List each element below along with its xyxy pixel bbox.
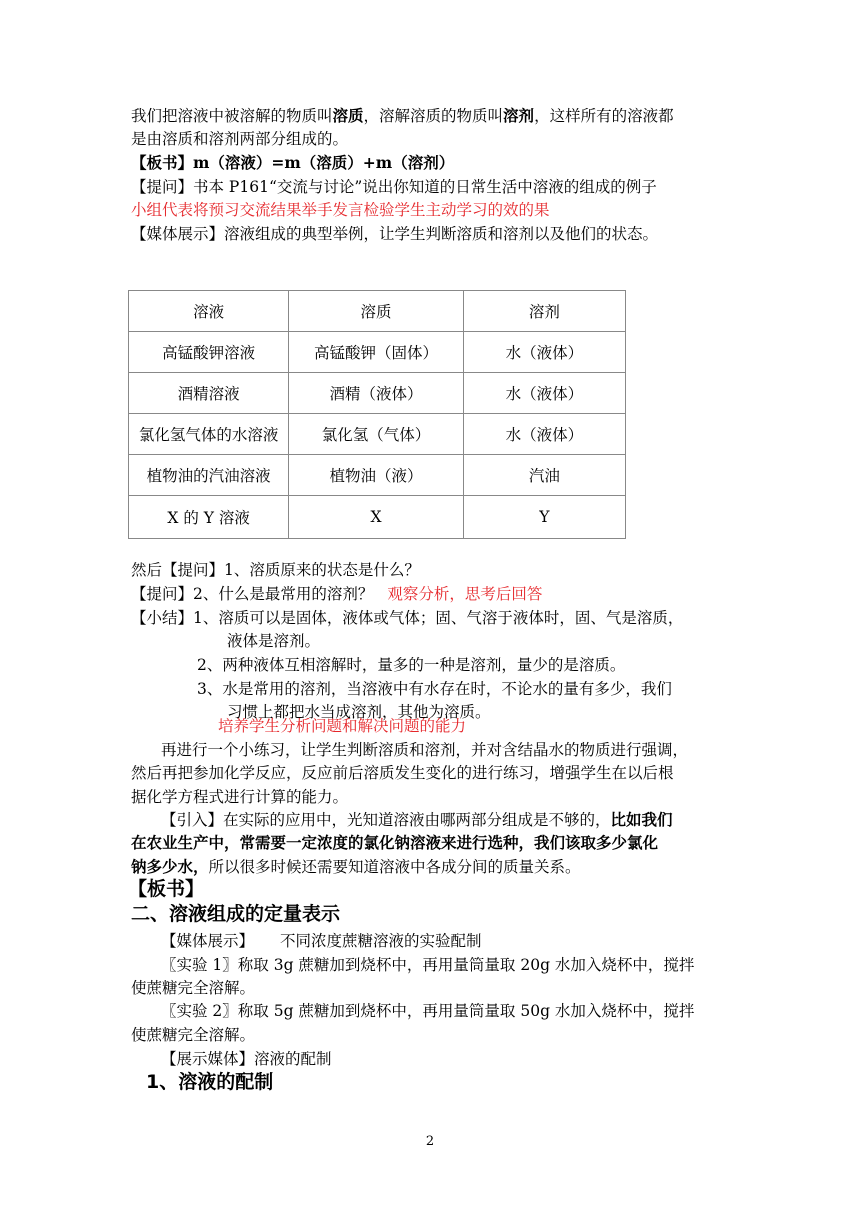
solution-composition-table <box>128 290 626 539</box>
media-display-preparation: 【展示媒体】溶液的配制 <box>161 1050 332 1068</box>
red-note-group-report: 小组代表将预习交流结果举手发言检验学生主动学习的效的果 <box>131 201 550 219</box>
section-heading-quantitative: 二、溶液组成的定量表示 <box>131 903 341 925</box>
cell-solution: 植物油的汽油溶液 <box>129 455 289 496</box>
introduction-line1 <box>161 810 673 830</box>
practice-paragraph-line3: 据化学方程式进行计算的能力。 <box>131 788 349 806</box>
text: 【引入】在实际的应用中，光知道溶液由哪两部分组成是不够的， <box>161 811 611 829</box>
board-note-heading: 【板书】 <box>128 878 205 900</box>
text: 【媒体展示】 <box>161 932 255 950</box>
cell-solvent: 水（液体） <box>463 373 625 414</box>
experiment-2-line1: 〖实验 2〗称取 5g 蔗糖加到烧杯中，再用量筒量取 50g 水加入烧杯中，搅拌 <box>161 1002 695 1020</box>
paragraph-solute-solvent-line2: 是由溶质和溶剂两部分组成的。 <box>131 130 349 148</box>
introduction-line3 <box>131 857 581 877</box>
introduction-line2: 在农业生产中，常需要一定浓度的氯化钠溶液来进行选种，我们该取多少氯化 <box>131 833 659 852</box>
cell-solvent: 水（液体） <box>463 332 625 373</box>
text: ，溶解溶质的物质叫 <box>363 107 504 125</box>
summary-1b: 液体是溶剂。 <box>227 632 321 650</box>
cell-solvent: 汽油 <box>463 455 625 496</box>
cell-solution: X 的 Y 溶液 <box>129 496 289 539</box>
table-row <box>129 455 626 496</box>
header-solute: 溶质 <box>289 291 463 332</box>
text: 钠多少水， <box>131 857 209 876</box>
summary-1a: 【小结】1、溶质可以是固体，液体或气体；固、气溶于液体时，固、气是溶质， <box>131 609 684 627</box>
header-solution: 溶液 <box>129 291 289 332</box>
red-note-ability: 培养学生分析问题和解决问题的能力 <box>218 717 467 735</box>
media-display-examples: 【媒体展示】溶液组成的典型举例，让学生判断溶质和溶剂以及他们的状态。 <box>131 225 659 243</box>
paragraph-solute-solvent-line1 <box>131 106 674 126</box>
term-solvent: 溶剂 <box>503 106 535 125</box>
experiment-2-line2: 使蔗糖完全溶解。 <box>131 1026 256 1044</box>
cell-solvent: 水（液体） <box>463 414 625 455</box>
practice-paragraph-line1: 再进行一个小练习，让学生判断溶质和溶剂，并对含结晶水的物质进行强调， <box>161 741 689 759</box>
table-row <box>129 373 626 414</box>
practice-paragraph-line2: 然后再把参加化学反应，反应前后溶质发生变化的进行练习，增强学生在以后根 <box>131 764 674 782</box>
red-note-observe: 观察分析，思考后回答 <box>387 585 543 603</box>
cell-solute: 高锰酸钾（固体） <box>289 332 463 373</box>
summary-2: 2、两种液体互相溶解时，量多的一种是溶剂，量少的是溶质。 <box>197 656 626 674</box>
text: ，这样所有的溶液都 <box>534 107 674 125</box>
text: 【板书】 <box>131 153 194 172</box>
cell-solute: 植物油（液） <box>289 455 463 496</box>
cell-solvent: Y <box>463 496 625 539</box>
cell-solute: 氯化氢（气体） <box>289 414 463 455</box>
cell-solute: X <box>289 496 463 539</box>
question-1: 然后【提问】1、溶质原来的状态是什么？ <box>131 561 420 579</box>
media-display-sugar <box>161 931 482 951</box>
summary-3b: 习惯上都把水当成溶剂，其他为溶质。 <box>227 703 491 721</box>
cell-solution: 高锰酸钾溶液 <box>129 332 289 373</box>
subsection-heading-preparation: 1、溶液的配制 <box>146 1071 274 1093</box>
question-2 <box>131 584 542 604</box>
text: 所以很多时候还需要知道溶液中各成分间的质量关系。 <box>208 858 581 876</box>
term-solute: 溶质 <box>332 106 364 125</box>
experiment-1-line1: 〖实验 1〗称取 3g 蔗糖加到烧杯中，再用量筒量取 20g 水加入烧杯中，搅拌 <box>161 956 695 974</box>
text: 比如我们 <box>610 810 673 829</box>
board-note-formula <box>131 153 454 173</box>
table-header-row <box>129 291 626 332</box>
experiment-1-line2: 使蔗糖完全溶解。 <box>131 979 256 997</box>
table-row <box>129 414 626 455</box>
cell-solute: 酒精（液体） <box>289 373 463 414</box>
page-number: 2 <box>425 1134 435 1149</box>
table-row <box>129 332 626 373</box>
table-row <box>129 496 626 539</box>
cell-solution: 氯化氢气体的水溶液 <box>129 414 289 455</box>
text: 我们把溶液中被溶解的物质叫 <box>131 107 333 125</box>
cell-solution: 酒精溶液 <box>129 373 289 414</box>
question-exchange-discussion: 【提问】书本 P161“交流与讨论”说出你知道的日常生活中溶液的组成的例子 <box>131 178 657 196</box>
text: 【提问】2、什么是最常用的溶剂？ <box>131 585 374 603</box>
header-solvent: 溶剂 <box>463 291 625 332</box>
mass-formula: m（溶液）=m（溶质）+m（溶剂） <box>193 153 455 172</box>
summary-3a: 3、水是常用的溶剂，当溶液中有水存在时，不论水的量有多少，我们 <box>197 680 672 698</box>
text: 不同浓度蔗糖溶液的实验配制 <box>280 932 482 950</box>
